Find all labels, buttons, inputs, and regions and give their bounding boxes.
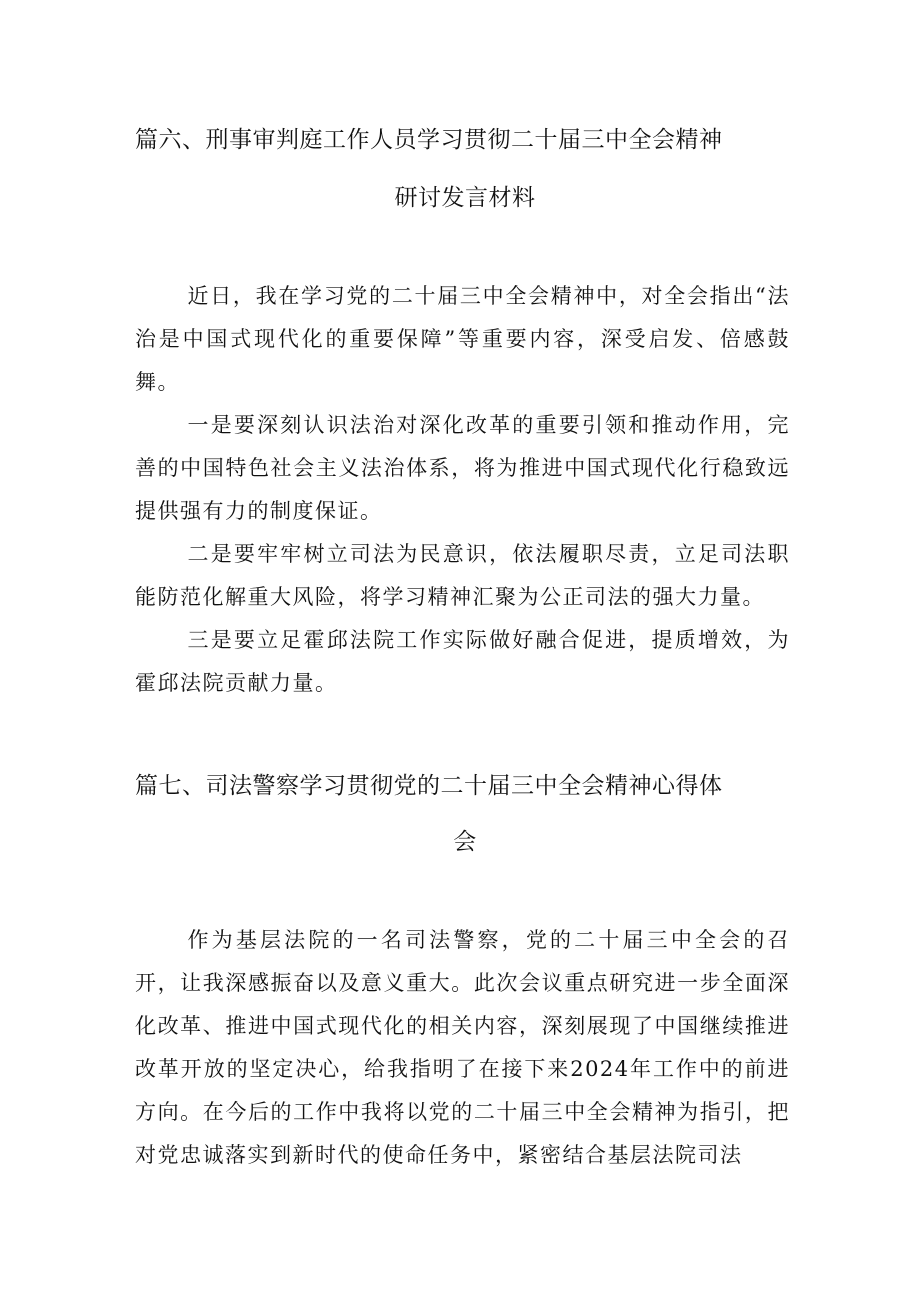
section6-title-line2: 研讨发言材料: [394, 185, 536, 211]
section6-title-line1: 篇六、刑事审判庭工作人员学习贯彻二十届三中全会精神: [135, 127, 723, 153]
section6-paragraph-1: 近日，我在学习党的二十届三中全会精神中，对全会指出“法治是中国式现代化的重要保障”等重要内容，深受启发、倍感鼓舞。: [135, 284, 790, 394]
section6-paragraph-3: 二是要牢牢树立司法为民意识，依法履职尽责，立足司法职能防范化解重大风险，将学习精神汇聚为公正司法的强大力量。: [135, 542, 790, 609]
section6-paragraph-2: 一是要深刻认识法治对深化改革的重要引领和推动作用，完善的中国特色社会主义法治体系，将为推进中国式现代化行稳致远提供强有力的制度保证。: [135, 413, 790, 523]
section6-paragraph-4: 三是要立足霍邱法院工作实际做好融合促进，提质增效，为霍邱法院贡献力量。: [135, 628, 790, 695]
section7-title-line2: 会: [453, 829, 477, 855]
section7-title-line1: 篇七、司法警察学习贯彻党的二十届三中全会精神心得体: [135, 773, 723, 799]
section7-paragraph-1: 作为基层法院的一名司法警察，党的二十届三中全会的召开，让我深感振奋以及意义重大。此次会议重点研究进一步全面深化改革、推进中国式现代化的相关内容，深刻展现了中国继续推进改革开放的坚定决心，给我指明了在接下来2024年工作中的前进方向。在今后的工作中我将以党的二十届三中全会精神为指引，把对党忠诚落实到新时代的使命任务中，紧密结合基层法院司法: [135, 928, 790, 1167]
